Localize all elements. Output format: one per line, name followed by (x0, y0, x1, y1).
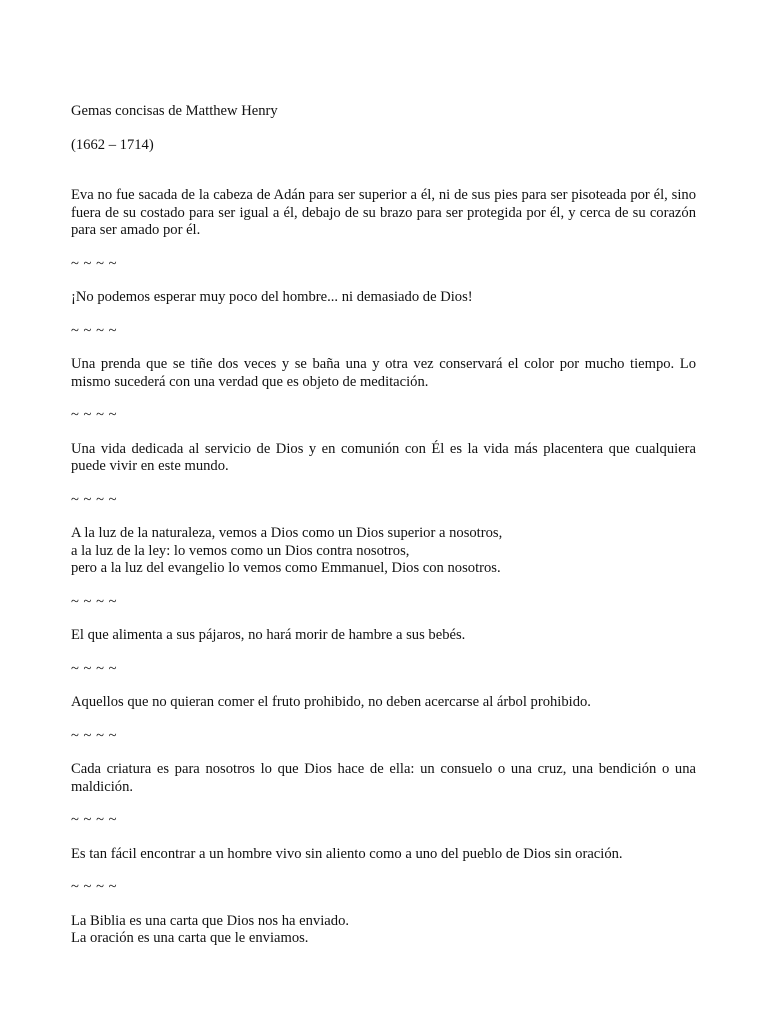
separator: ~ ~ ~ ~ (71, 660, 118, 677)
separator: ~ ~ ~ ~ (71, 593, 118, 610)
separator: ~ ~ ~ ~ (71, 812, 118, 828)
quote-line: Eva no fue sacada de la cabeza de Adán para ser superior a él, ni de sus pies para ser pisoteada por él, sino fuera de su costado para ser igual a él, debajo de su brazo para ser protegida por él, y cerca de su corazón para ser amado por él. (71, 187, 696, 238)
quote (71, 761, 696, 796)
quote (71, 694, 696, 712)
quote (71, 846, 696, 864)
quote (71, 627, 696, 645)
quote-line: Una vida dedicada al servicio de Dios y en comunión con Él es la vida más placentera que cualquiera puede vivir en este mundo. (71, 440, 696, 474)
quote-line: a la luz de la ley: lo vemos como un Dios contra nosotros, (71, 542, 410, 559)
separator: ~ ~ ~ ~ (71, 879, 118, 895)
document-page (71, 103, 696, 948)
author-dates: (1662 – 1714) (71, 136, 154, 153)
quote (71, 441, 696, 476)
quote-line: El que alimenta a sus pájaros, no hará morir de hambre a sus bebés. (71, 627, 466, 643)
quote-line: Cada criatura es para nosotros lo que Dios hace de ella: un consuelo o una cruz, una bendición o una maldición. (71, 761, 696, 795)
quote-line: Es tan fácil encontrar a un hombre vivo sin aliento como a uno del pueblo de Dios sin oración. (71, 845, 623, 862)
separator: ~ ~ ~ ~ (71, 491, 118, 508)
separator: ~ ~ ~ ~ (71, 727, 118, 744)
quote-line: ¡No podemos esperar muy poco del hombre... ni demasiado de Dios! (71, 289, 473, 305)
quote (71, 913, 696, 948)
quote-line: La Biblia es una carta que Dios nos ha enviado. (71, 912, 350, 929)
quote-line: Aquellos que no quieran comer el fruto prohibido, no deben acercarse al árbol prohibido. (71, 694, 591, 710)
quote-line: pero a la luz del evangelio lo vemos como Emmanuel, Dios con nosotros. (71, 560, 501, 576)
document-title: Gemas concisas de Matthew Henry (71, 103, 278, 119)
quote-line: A la luz de la naturaleza, vemos a Dios como un Dios superior a nosotros, (71, 525, 503, 541)
quote (71, 289, 696, 307)
separator: ~ ~ ~ ~ (71, 322, 118, 339)
quote (71, 356, 696, 391)
quote-line: Una prenda que se tiñe dos veces y se baña una y otra vez conservará el color por mucho tiempo. Lo mismo sucederá con una verdad que es objeto de meditación. (71, 356, 696, 390)
separator: ~ ~ ~ ~ (71, 407, 118, 423)
quote (71, 187, 696, 240)
separator: ~ ~ ~ ~ (71, 255, 118, 272)
quote (71, 525, 696, 578)
quote-line: La oración es una carta que le enviamos. (71, 930, 309, 946)
